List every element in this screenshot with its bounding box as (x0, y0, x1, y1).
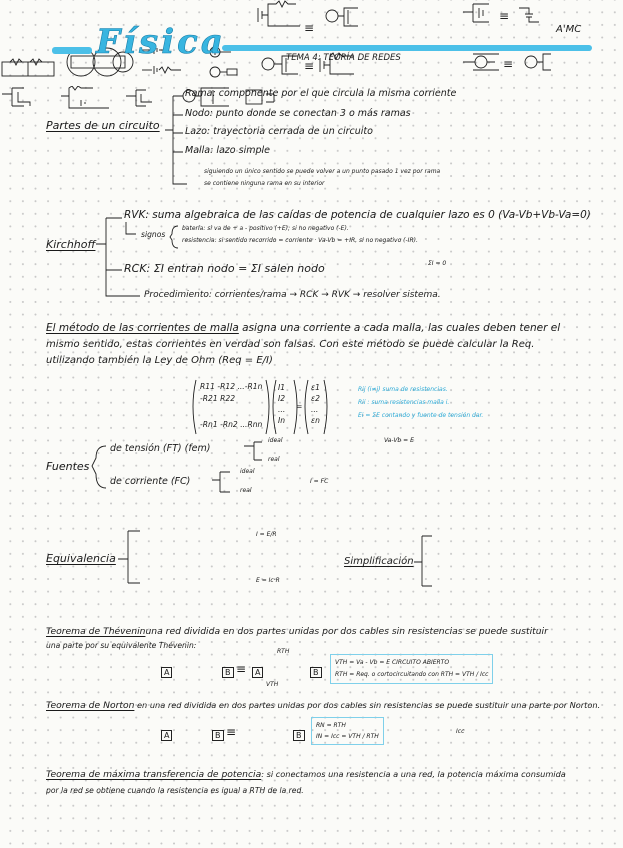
malla-def: Malla: lazo simple (185, 145, 270, 156)
rama-def: Rama: componente por el que circula la misma corriente (185, 88, 457, 99)
thevenin-eq-box-a: A (252, 660, 263, 679)
kirchhoff-label: Kirchhoff (46, 238, 96, 251)
equivalencia-eq1: I = E/R (256, 531, 277, 538)
current-vector: I1 I2 ... In (278, 383, 286, 425)
rck-def: RCK: ΣI entran nodo = ΣI salen nodo (124, 262, 325, 275)
topic-subtitle: TEMA 4: TEORÍA DE REDES (286, 53, 401, 63)
thevenin-box-a: A (161, 660, 172, 679)
corriente-eq: I = FC (310, 478, 329, 485)
rvk-def: RVK: suma algebraica de las caídas de potencia de cualquier lazo es 0 (Va-Vb+Vb-Va=0) (124, 209, 591, 221)
signos-resistencia: resistencia: si sentido recorrido = corriente · Va-Vb = +IR, si no negativo (-IR). (182, 237, 418, 244)
fuentes-brace (90, 444, 112, 494)
thevenin-formulas (330, 654, 493, 684)
mallas-heading: El método de las corrientes de malla (46, 322, 239, 334)
thevenin-network (0, 86, 54, 110)
matrix-note-3: Ei = ΣE contando y fuente de tensión dar. (358, 412, 484, 419)
fuente-tension: de tensión (FT) (fem) (110, 443, 211, 454)
simplificacion-label: Simplificación (344, 556, 414, 567)
thevenin-text2: una parte por su equivalente Thévenin: (46, 641, 197, 650)
tension-branch (244, 440, 270, 470)
signos-label: signos (141, 230, 166, 239)
author-initials: A'MC (556, 24, 582, 35)
norton-text: en una red dividida en dos partes unidas por dos cables sin resistencias se puede sustituir una parte por Norton. (137, 700, 601, 710)
rck-note: ΣI = 0 (428, 260, 447, 267)
thevenin-eq-box-b: B (310, 660, 322, 679)
mallas-line1: asigna una corriente a cada malla, las cuales deben tener el (242, 322, 561, 334)
title-bar-left (52, 47, 92, 54)
malla-note-2: se contiene ninguna rama en su interior (204, 180, 325, 187)
simplificacion-circuits (459, 0, 582, 80)
thevenin-formula-2: RTH = Req. o cortocircuitando con RTH = VTH / Icc (335, 671, 489, 678)
norton-formulas (311, 717, 384, 745)
thevenin-heading: Teorema de Thévenin (46, 626, 146, 637)
thevenin-box-b: B (222, 660, 234, 679)
lazo-def: Lazo: trayectoria cerrada de un circuito (185, 126, 373, 137)
matrix-note-2: Rii : suma resistencias malla i. (358, 399, 450, 406)
thevenin-line1 (46, 626, 548, 637)
norton-box-a: A (161, 723, 172, 742)
norton-icc-label: Icc (456, 728, 465, 735)
matrix-row-n: -Rn1 -Rn2 ...Rnn (200, 420, 263, 429)
equivalencia-circuits (254, 0, 454, 80)
tension-ideal-label: ideal (268, 437, 283, 444)
equivalencia-bracket (118, 523, 148, 593)
norton-formula-1: RN = RTH (316, 722, 346, 729)
maxima-line1 (46, 769, 566, 780)
nodo-def: Nodo: punto donde se conectan 3 o más ramas (185, 108, 411, 119)
svg-text:≡: ≡ (304, 59, 315, 73)
svg-text:≡: ≡ (503, 57, 514, 71)
norton-line (46, 700, 600, 711)
malla-note-1: siguiendo un único sentido se puede volver a un punto pasado 1 vez por rama (204, 168, 441, 175)
svg-text:≡: ≡ (304, 21, 315, 35)
maxima-text1: : si conectamos una resistencia a una red, la potencia máxima consumida (261, 769, 566, 779)
thevenin-rth-label: RTH (277, 648, 290, 655)
norton-formula-2: IN = Icc = VTH / RTH (316, 733, 379, 740)
partes-label: Partes de un circuito (46, 119, 160, 132)
tension-ideal-eq: Va-Vb = E (384, 437, 414, 444)
norton-eq-box-b: B (293, 723, 305, 742)
emf-vector: ε1 ε2 ... εn (311, 383, 320, 425)
svg-text:≡: ≡ (499, 9, 510, 23)
signos-bateria: batería: si va de + a - positivo (+E); si no negativo (-E). (182, 225, 349, 232)
thevenin-equivalent (59, 86, 119, 110)
malla-circuit-sketch (0, 58, 60, 80)
tension-real-label: real (268, 456, 280, 463)
corriente-ideal-label: ideal (240, 468, 255, 475)
procedimiento: Procedimiento: corrientes/rama → RCK → RVK → resolver sistema. (144, 290, 441, 300)
equivalencia-label: Equivalencia (46, 552, 116, 565)
norton-heading: Teorema de Norton (46, 700, 135, 711)
partes-bracket (165, 88, 195, 198)
mallas-line3: utilizando también la Ley de Ohm (Req = E/I) (46, 355, 273, 366)
equivalencia-eq2: E = Ic·R (256, 577, 280, 584)
title-bar-right (222, 45, 592, 51)
fuentes-label: Fuentes (46, 460, 90, 473)
mallas-paragraph-line1 (46, 322, 560, 334)
matrix-note-1: Rij (i≠j) suma de resistencias. (358, 386, 448, 393)
corriente-branch (212, 470, 238, 500)
maxima-heading: Teorema de máxima transferencia de potencia (46, 769, 262, 780)
simplificacion-bracket (414, 528, 444, 598)
maxima-text2: por la red se obtiene cuando la resistencia es igual a RTH de la red. (46, 786, 304, 795)
page-title: Física (96, 22, 226, 62)
mallas-line2: mismo sentido, estas corrientes en verdad son falsas. Con este método se puede calcular la Req. (46, 339, 535, 350)
matrix-row-2: -R21 R22 (200, 394, 236, 403)
fuente-corriente: de corriente (FC) (110, 476, 191, 487)
corriente-real-label: real (240, 487, 252, 494)
norton-box-b: B (212, 723, 224, 742)
thevenin-formula-1: VTH = Va - Vb = E CIRCUITO ABIERTO (335, 659, 450, 666)
thevenin-vth-label: VTH (266, 681, 279, 688)
matrix-row-1: R11 -R12 ...-R1n (200, 382, 263, 391)
thevenin-text1: una red dividida en dos partes unidas por dos cables sin resistencias se puede sustituir (145, 626, 548, 637)
signos-brace (170, 226, 182, 248)
